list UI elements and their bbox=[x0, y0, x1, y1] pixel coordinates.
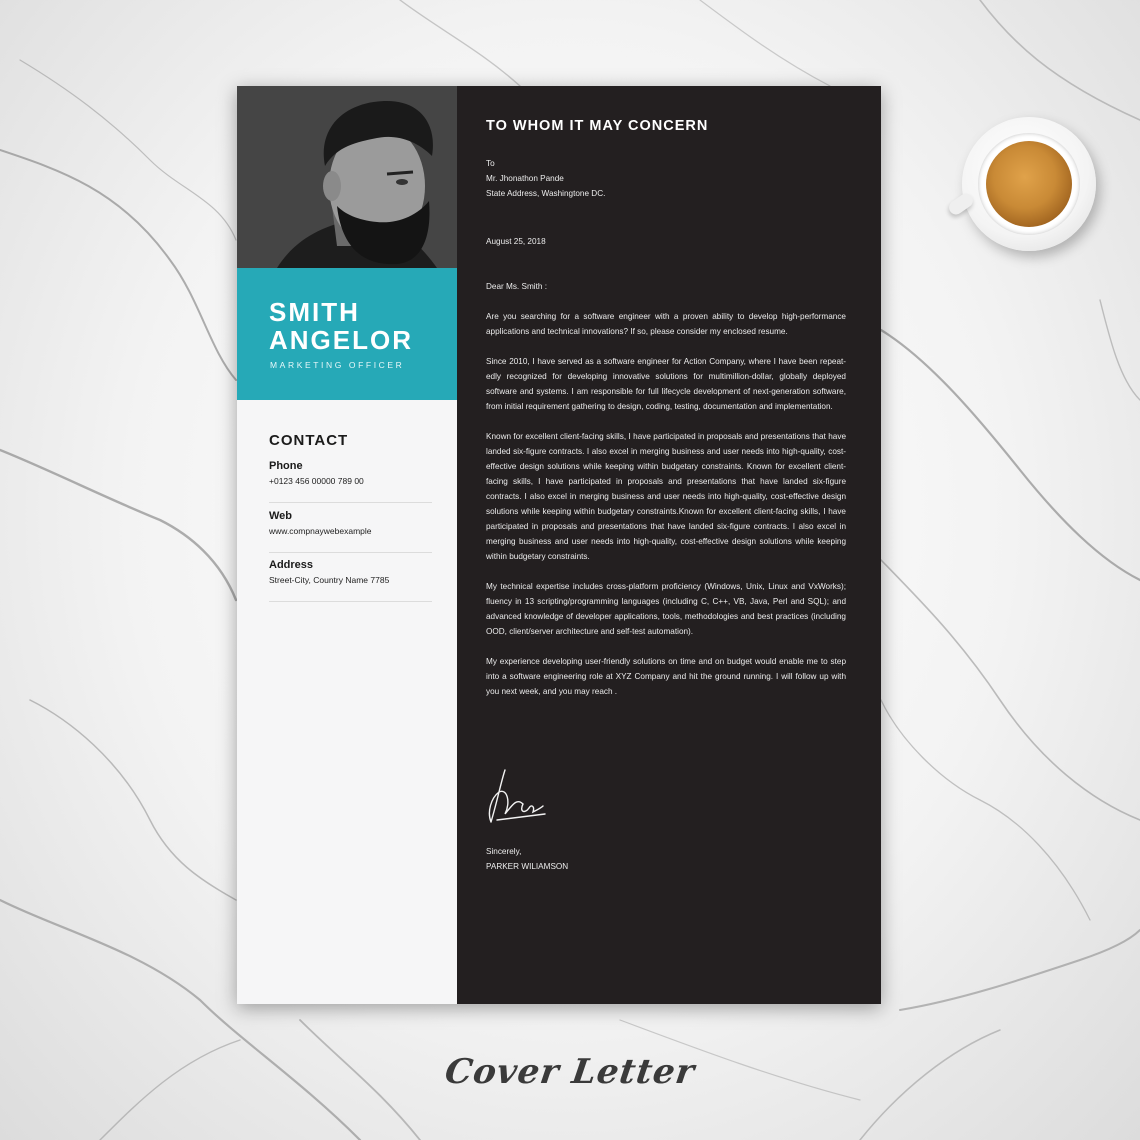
cup-inner bbox=[978, 133, 1080, 235]
signature-image bbox=[483, 762, 553, 832]
recipient-line: Mr. Jhonathon Pande bbox=[486, 174, 564, 183]
first-name: SMITH bbox=[269, 297, 360, 327]
closing: Sincerely, bbox=[486, 847, 522, 856]
coffee-cup-image bbox=[962, 117, 1096, 251]
cover-letter-caption: Cover Letter bbox=[442, 1052, 698, 1092]
contact-web bbox=[269, 510, 432, 553]
cover-letter-page bbox=[237, 86, 881, 1004]
letter-title: TO WHOM IT MAY CONCERN bbox=[486, 118, 709, 134]
recipient-line: To bbox=[486, 159, 495, 168]
paragraph-5: My experience developing user-friendly solutions on time and on budget would enable me to step into a software engineering role at XYZ Company and hit the ground running. I will follow up with you next week, and you may reach . bbox=[486, 657, 846, 696]
address-label: Address bbox=[269, 559, 314, 571]
last-name: ANGELOR bbox=[269, 325, 413, 355]
web-label: Web bbox=[269, 510, 293, 522]
recipient-block bbox=[486, 156, 846, 201]
web-value: www.compnaywebexample bbox=[269, 526, 372, 536]
paragraph-1: Are you searching for a software engineer with a proven ability to develop high-performance applications and technical innovations? If so, please consider my enclosed resume. bbox=[486, 312, 846, 336]
name-banner bbox=[237, 268, 457, 400]
coffee-surface bbox=[986, 141, 1072, 227]
sidebar bbox=[237, 86, 457, 1004]
job-title: MARKETING OFFICER bbox=[270, 360, 405, 370]
recipient-line: State Address, Washingtone DC. bbox=[486, 189, 606, 198]
address-value: Street-City, Country Name 7785 bbox=[269, 575, 390, 585]
salutation: Dear Ms. Smith : bbox=[486, 282, 547, 291]
letter-panel bbox=[457, 86, 881, 1004]
sender-name: PARKER WILIAMSON bbox=[486, 862, 569, 871]
contact-address bbox=[269, 559, 432, 602]
contact-heading: CONTACT bbox=[269, 432, 349, 449]
profile-name bbox=[269, 298, 413, 354]
paragraph-2: Since 2010, I have served as a software engineer for Action Company, where I have been repeat-edly recognized for developing innovative solutions for multimillion-dollar, globally deployed software and systems. I am responsible for full lifecycle development of next-generation software, from initial requirement gathering to design, coding, testing, documentation and implementation. bbox=[486, 357, 846, 411]
paragraph-4: My technical expertise includes cross-platform proficiency (Windows, Unix, Linux and VxWorks); fluency in 13 scripting/programming languages (including C, C++, VB, Java, Perl and SQL); and advanced knowledge of developer applications, tools, methodologies and best practices (including OOD, client/server architecture and self-test automation). bbox=[486, 582, 846, 636]
paragraph-3: Known for excellent client-facing skills, I have participated in proposals and presentations that have landed six-figure contracts. I also excel in merging business and user needs into high-quality, cost-effective design solutions while keeping within budgetary constraints. Known for excellent client-facing skills, I have participated in proposals and presentations that have landed six-figure contracts. I also excel in merging business and user needs into high-quality, cost-effective design solutions while keeping within budgetary constraints.Known for excellent client-facing skills, I have participated in proposals and presentations that have landed six-figure contracts. I also excel in merging business and user needs into high-quality, cost-effective design solutions while keeping within budgetary constraints. bbox=[486, 432, 846, 561]
contact-phone bbox=[269, 460, 432, 503]
phone-label: Phone bbox=[269, 460, 303, 472]
phone-value: +0123 456 00000 789 00 bbox=[269, 476, 364, 486]
profile-photo bbox=[237, 86, 457, 268]
letter-date: August 25, 2018 bbox=[486, 237, 546, 246]
